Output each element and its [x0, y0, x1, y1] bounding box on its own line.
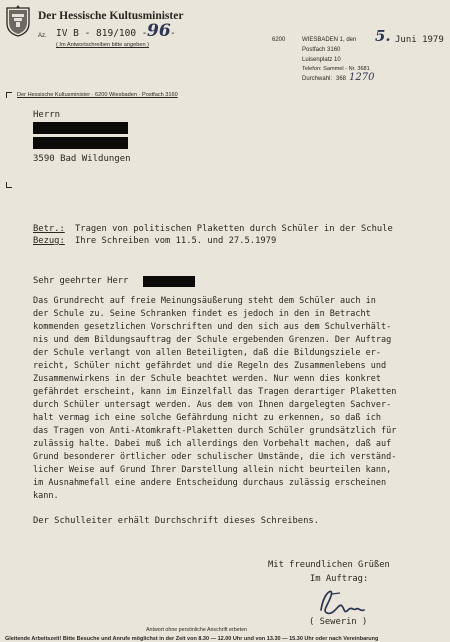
body-line: durch Schüler untersagt werden. Aus dem von Ihnen dargelegten Sachver- — [33, 400, 392, 410]
body-line: im Ausnahmefall eine andere Entscheidung durchaus zulässig erscheinen — [33, 478, 387, 488]
body-line: gefährdet erscheint, kann im Einzelfall das Tragen derartiger Plaketten — [33, 387, 397, 397]
az-label: Az. — [38, 33, 47, 39]
body-line: licher Weise auf Grund Ihrer Darstellung allein nicht beurteilen kann, — [33, 465, 392, 475]
body-line: das Tragen von Anti-Atomkraft-Plaketten durch Schüler grundsätzlich für — [33, 426, 397, 436]
body-line: kommenden gesetzlichen Vorschriften und den sich aus dem Schulverhält- — [33, 322, 392, 332]
body-line: der Schule verlangt von allen Beteiligten, daß die Bildungsziele er- — [33, 348, 381, 358]
subject-label: Betr.: — [33, 224, 65, 234]
recipient-street-redaction — [33, 137, 128, 149]
date-day-handwritten: 5. — [375, 27, 391, 45]
az-value: IV B - 819/100 - — [56, 28, 148, 39]
handwritten-signature — [318, 585, 366, 619]
ministry-title: Der Hessische Kultusminister — [38, 10, 184, 22]
footer-office-hours: Gleitende Arbeitszeit! Bitte Besuche und Anrufe möglichst in der Zeit von 8.30 — 12.00 Uhr und von 13.30 — 15.30 Uhr oder nach Vereinbarung — [5, 636, 379, 642]
body-line: der Schule zu. Seine Schranken findet es jedoch in den in Betracht — [33, 309, 371, 319]
durchwahl-value: 368 — [336, 76, 347, 82]
recipient-name-redaction — [33, 122, 128, 134]
footer-note: Antwort ohne persönliche Anschrift erbeten — [146, 627, 247, 633]
reference-label: Bezug: — [33, 236, 65, 246]
closing-regards: Mit freundlichen Grüßen — [268, 560, 390, 570]
copy-notice: Der Schulleiter erhält Durchschrift dieses Schreibens. — [33, 516, 319, 526]
recipient-city: 3590 Bad Wildungen — [33, 154, 131, 164]
closing-on-behalf: Im Auftrag: — [310, 574, 369, 584]
body-line: Grund besonderer örtlicher oder schulischer Umstände, die ich verständ- — [33, 452, 397, 462]
reference-text: Ihre Schreiben vom 11.5. und 27.5.1979 — [75, 236, 277, 246]
postal-code: 6200 — [272, 37, 286, 43]
durchwahl-label: Durchwahl: — [302, 76, 333, 82]
az-note: ( Im Antwortschreiben bitte angeben ) — [56, 42, 149, 48]
durchwahl-handwritten: 1270 — [349, 72, 375, 83]
window-corner-mark-bottom — [6, 182, 12, 188]
date-rest: Juni 1979 — [395, 35, 444, 45]
body-line: reicht, Schüler nicht gefährdet und die Regeln des Zusammenlebens und — [33, 361, 387, 371]
body-line: Das Grundrecht auf freie Meinungsäußerung steht dem Schüler auch in — [33, 296, 376, 306]
body-line: zulässig halte. Dabei muß ich allerdings den Vorbehalt machen, daß auf — [33, 439, 392, 449]
signer-name: ( Sewerin ) — [309, 617, 368, 627]
greeting-name-redaction — [143, 276, 195, 287]
az-handwritten-number: 96 — [147, 21, 171, 41]
body-line: kann. — [33, 491, 59, 501]
sender-return-line: Der Hessische Kultusminister · 6200 Wiesbaden · Postfach 3160 — [17, 92, 178, 98]
greeting: Sehr geehrter Herr — [33, 276, 129, 286]
address-line-4: Telefon: Sammel - Nr. 3681 — [302, 66, 370, 72]
body-line: Zusammenwirkens in der Schule beachtet werden. Nur wenn dies konkret — [33, 374, 381, 384]
hesse-coat-of-arms-icon — [5, 5, 31, 37]
az-suffix: - — [170, 28, 176, 39]
address-line-3: Luisenplatz 10 — [302, 57, 341, 63]
body-line: nis und dem Bildungsauftrag der Schule ergebenden Grenzen. Der Auftrag — [33, 335, 392, 345]
window-corner-mark-top — [6, 92, 12, 98]
body-line: halt vermag ich eine solche Gefährdung nicht zu erkennen, so daß ich — [33, 413, 381, 423]
recipient-salutation: Herrn — [33, 110, 61, 120]
subject-text: Tragen von politischen Plaketten durch Schüler in der Schule — [75, 224, 393, 234]
address-line-1: WIESBADEN 1, den — [302, 37, 357, 43]
address-line-2: Postfach 3160 — [302, 47, 341, 53]
